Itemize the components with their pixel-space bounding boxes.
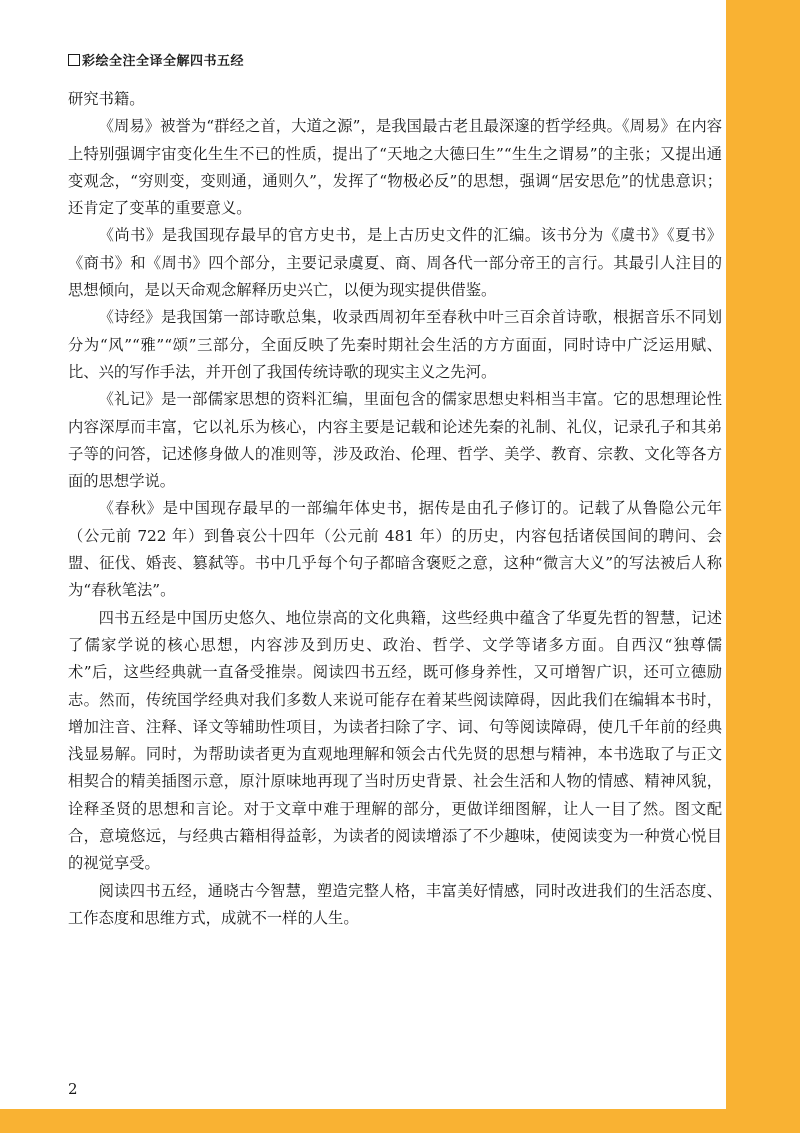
paragraph-liji: 《礼记》是一部儒家思想的资料汇编，里面包含的儒家思想史料相当丰富。它的思想理论性内容深厚而丰富，它以礼乐为核心，内容主要是记载和论述先秦的礼制、礼仪，记录孔子和其弟子等的问答，记述修身做人的准则等，涉及政治、伦理、哲学、美学、教育、宗教、文化等各方面的思想学说。 bbox=[68, 390, 722, 491]
square-box-icon bbox=[68, 54, 80, 66]
orange-side-band bbox=[726, 0, 800, 1133]
paragraph-shangshu: 《尚书》是我国现存最早的官方史书，是上古历史文件的汇编。该书分为《虞书》《夏书》《商书》和《周书》四个部分，主要记录虞夏、商、周各代一部分帝王的言行。其最引人注目的思想倾向，是以天命观念解释历史兴亡，以便为现实提供借鉴。 bbox=[68, 226, 722, 300]
page-number: 2 bbox=[68, 1080, 78, 1098]
paragraph-shijing: 《诗经》是我国第一部诗歌总集，收录西周初年至春秋中叶三百余首诗歌，根据音乐不同划分为“风”“雅”“颂”三部分，全面反映了先秦时期社会生活的方方面面，同时诗中广泛运用赋、比、兴的写作手法，并开创了我国传统诗歌的现实主义之先河。 bbox=[68, 308, 722, 381]
paragraph-chunqiu: 《春秋》是中国现存最早的一部编年体史书，据传是由孔子修订的。记载了从鲁隐公元年（公元前 722 年）到鲁哀公十四年（公元前 481 年）的历史，内容包括诸侯国间的聘问、会盟、征伐、婚丧、篡弑等。书中几乎每个句子都暗含褒贬之意，这种“微言大义”的写法被后人称为“春秋笔法”。 bbox=[68, 499, 722, 600]
orange-bottom-band bbox=[0, 1109, 800, 1133]
paragraph-continuation: 研究书籍。 bbox=[68, 90, 145, 108]
book-title: 彩绘全注全译全解四书五经 bbox=[82, 54, 245, 69]
paragraph-zhouyi: 《周易》被誉为“群经之首，大道之源”，是我国最古老且最深邃的哲学经典。《周易》在内容上特别强调宇宙变化生生不已的性质，提出了“天地之大德曰生”“生生之谓易”的主张；又提出通变观念，“穷则变，变则通，通则久”，发挥了“物极必反”的思想，强调“居安思危”的忧患意识；还肯定了变革的重要意义。 bbox=[68, 117, 722, 218]
body-text bbox=[68, 86, 722, 932]
paragraph-sishu-wujing: 四书五经是中国历史悠久、地位崇高的文化典籍，这些经典中蕴含了华夏先哲的智慧，记述了儒家学说的核心思想，内容涉及到历史、政治、哲学、文学等诸多方面。自西汉“独尊儒术”后，这些经典就一直备受推崇。阅读四书五经，既可修身养性，又可增智广识，还可立德励志。然而，传统国学经典对我们多数人来说可能存在着某些阅读障碍，因此我们在编辑本书时，增加注音、注释、译文等辅助性项目，为读者扫除了字、词、句等阅读障碍，使几千年前的经典浅显易解。同时，为帮助读者更为直观地理解和领会古代先贤的思想与精神，本书选取了与正文相契合的精美插图示意，原汁原味地再现了当时历史背景、社会生活和人物的情感、精神风貌，诠释圣贤的思想和言论。对于文章中难于理解的部分，更做详细图解，让人一目了然。图文配合，意境悠远，与经典古籍相得益彰，为读者的阅读增添了不少趣味，使阅读变为一种赏心悦目的视觉享受。 bbox=[68, 608, 722, 873]
running-header bbox=[68, 50, 244, 69]
paragraph-conclusion: 阅读四书五经，通晓古今智慧，塑造完整人格，丰富美好情感，同时改进我们的生活态度、工作态度和思维方式，成就不一样的人生。 bbox=[68, 881, 722, 927]
